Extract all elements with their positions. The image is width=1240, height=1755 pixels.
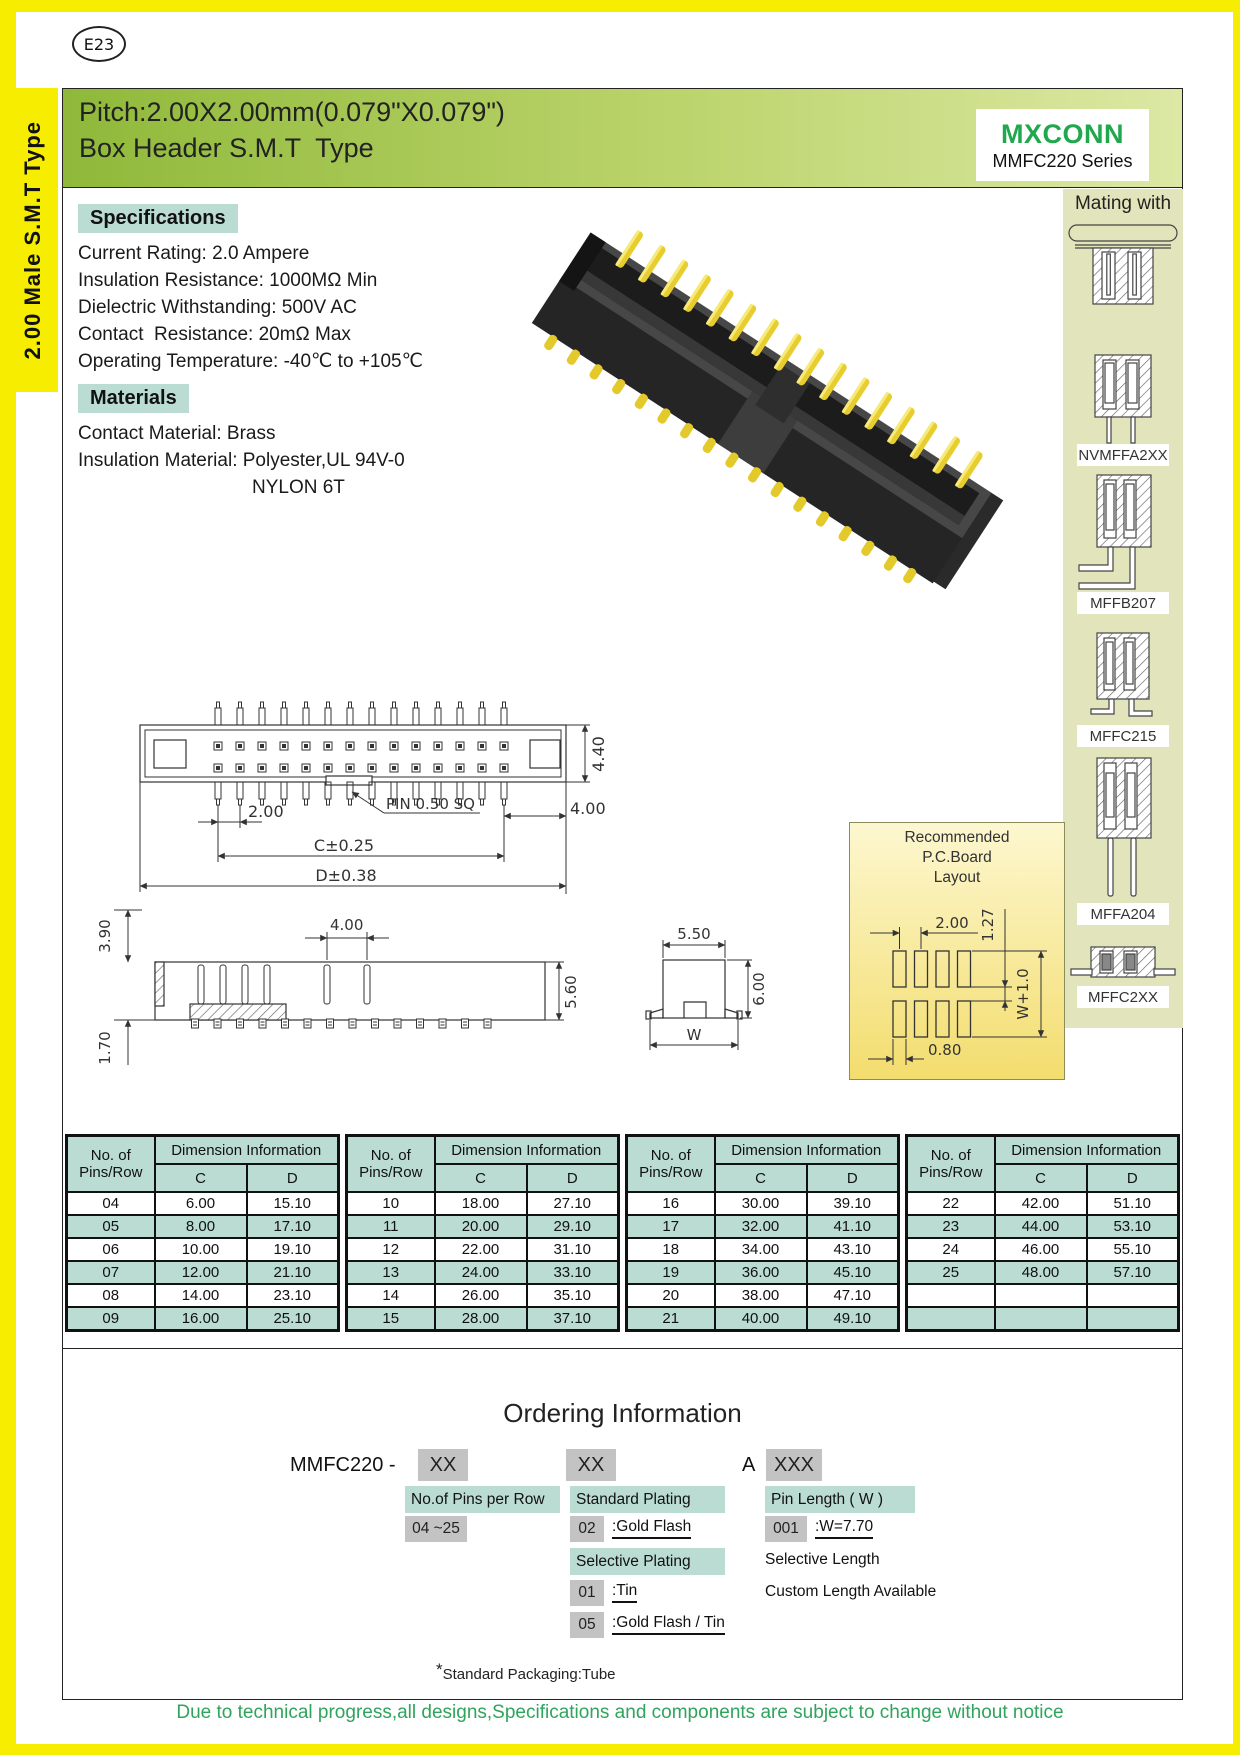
spec-item: Dielectric Withstanding: 500V AC bbox=[78, 297, 357, 318]
pin-length-header: Pin Length ( W ) bbox=[765, 1486, 915, 1513]
pcb-title-line: Layout bbox=[933, 869, 981, 886]
spec-item: Contact Resistance: 20mΩ Max bbox=[78, 324, 351, 345]
dim-label-4-40: 4.40 bbox=[589, 736, 608, 772]
part-code-a: A bbox=[742, 1454, 756, 1476]
col-header-pins: No. of Pins/Row bbox=[627, 1136, 715, 1193]
pins-range-chip: 04 ~25 bbox=[405, 1516, 467, 1542]
page-code-badge: E23 bbox=[72, 26, 126, 62]
mating-sidebar bbox=[1063, 189, 1183, 1028]
dim-label-6-00: 6.00 bbox=[750, 972, 768, 1006]
dimension-table-group-2 bbox=[345, 1134, 620, 1332]
table-row: 19 36.00 45.10 bbox=[627, 1261, 899, 1284]
length-label-w770: :W=7.70 bbox=[815, 1518, 873, 1539]
part-code-box-plating: XX bbox=[566, 1449, 616, 1481]
col-header-dim-info: Dimension Information bbox=[435, 1136, 619, 1165]
table-row: 25 48.00 57.10 bbox=[907, 1261, 1179, 1284]
table-row: 24 46.00 55.10 bbox=[907, 1238, 1179, 1261]
dim-label-4-00: 4.00 bbox=[570, 799, 606, 818]
end-view-drawing bbox=[600, 890, 780, 1075]
materials-list bbox=[78, 420, 405, 501]
mating-part-label: MFFC215 bbox=[1077, 725, 1169, 747]
packaging-text: Standard Packaging:Tube bbox=[442, 1666, 616, 1683]
table-row: 13 24.00 33.10 bbox=[347, 1261, 619, 1284]
mating-part-label: NVMFFA2XX bbox=[1077, 444, 1169, 466]
table-row: 08 14.00 23.10 bbox=[67, 1284, 339, 1307]
part-number-prefix: MMFC220 - bbox=[290, 1454, 396, 1476]
table-row: 23 44.00 53.10 bbox=[907, 1215, 1179, 1238]
dimension-table-group-3 bbox=[625, 1134, 900, 1332]
part-code-box-pins: XX bbox=[418, 1449, 468, 1481]
dim-label-w: W bbox=[686, 1026, 702, 1044]
col-header-dim-info: Dimension Information bbox=[155, 1136, 339, 1165]
header-bar bbox=[62, 88, 1183, 188]
table-row: 18 34.00 43.10 bbox=[627, 1238, 899, 1261]
col-header-d: D bbox=[807, 1164, 899, 1192]
custom-length-note: Custom Length Available bbox=[765, 1583, 937, 1600]
dim-label-pcb-2-00: 2.00 bbox=[935, 914, 969, 932]
dim-label-1-70: 1.70 bbox=[96, 1031, 114, 1065]
mating-part-label: MFFC2XX bbox=[1077, 986, 1169, 1008]
table-row: 04 6.00 15.10 bbox=[67, 1192, 339, 1215]
series-label: MMFC220 Series bbox=[992, 150, 1133, 171]
plating-code-01: 01 bbox=[570, 1580, 604, 1606]
col-header-pins: No. of Pins/Row bbox=[347, 1136, 435, 1193]
dim-label-5-60: 5.60 bbox=[562, 975, 580, 1009]
selective-length-note: Selective Length bbox=[765, 1551, 880, 1568]
packaging-note bbox=[436, 1660, 616, 1683]
side-tab bbox=[8, 88, 58, 392]
selective-plating-header: Selective Plating bbox=[570, 1548, 725, 1575]
col-header-c: C bbox=[995, 1164, 1087, 1192]
dimension-table-group-1 bbox=[65, 1134, 340, 1332]
col-header-c: C bbox=[155, 1164, 247, 1192]
table-row: 07 12.00 21.10 bbox=[67, 1261, 339, 1284]
col-header-c: C bbox=[715, 1164, 807, 1192]
brand-box bbox=[976, 109, 1149, 181]
dim-label-3-90: 3.90 bbox=[96, 919, 114, 953]
material-item: NYLON 6T bbox=[252, 477, 345, 498]
standard-plating-header: Standard Plating bbox=[570, 1486, 725, 1513]
dim-label-5-50: 5.50 bbox=[677, 925, 711, 943]
col-header-pins: No. of Pins/Row bbox=[907, 1136, 995, 1193]
table-row: 20 38.00 47.10 bbox=[627, 1284, 899, 1307]
mating-diagrams bbox=[1063, 217, 1183, 1017]
col-header-dim-info: Dimension Information bbox=[995, 1136, 1179, 1165]
specifications-list bbox=[78, 240, 423, 375]
col-header-dim-info: Dimension Information bbox=[715, 1136, 899, 1165]
part-code-box-length: XXX bbox=[766, 1449, 822, 1481]
dim-label-pcb-w10: W+1.0 bbox=[1014, 968, 1032, 1020]
dim-label-pin-note: PIN 0.50 SQ bbox=[386, 795, 475, 813]
spec-item: Current Rating: 2.0 Ampere bbox=[78, 243, 310, 264]
col-header-d: D bbox=[527, 1164, 619, 1192]
table-row: 15 28.00 37.10 bbox=[347, 1307, 619, 1331]
dim-label-d: D±0.38 bbox=[315, 866, 377, 885]
spec-item: Insulation Resistance: 1000MΩ Min bbox=[78, 270, 378, 291]
frame-bottom bbox=[0, 1744, 1240, 1755]
table-row: 22 42.00 51.10 bbox=[907, 1192, 1179, 1215]
frame-right bbox=[1233, 0, 1240, 1755]
dim-label-2-00: 2.00 bbox=[248, 802, 284, 821]
table-row: 17 32.00 41.10 bbox=[627, 1215, 899, 1238]
pcb-layout-box bbox=[849, 822, 1065, 1080]
table-row bbox=[907, 1307, 1179, 1331]
header-title-line1: Pitch:2.00X2.00mm(0.079"X0.079") bbox=[79, 97, 505, 127]
specifications-heading: Specifications bbox=[78, 204, 238, 233]
plating-code-02: 02 bbox=[570, 1516, 604, 1542]
table-row: 12 22.00 31.10 bbox=[347, 1238, 619, 1261]
mating-part-label: MFFA204 bbox=[1077, 903, 1169, 925]
pcb-layout-drawing bbox=[850, 891, 1064, 1079]
table-row: 21 40.00 49.10 bbox=[627, 1307, 899, 1331]
table-row bbox=[907, 1284, 1179, 1307]
frame-top bbox=[0, 0, 1240, 12]
brand-logo: MXCONN bbox=[1001, 118, 1124, 149]
plating-label-tin: :Tin bbox=[612, 1582, 637, 1603]
packaging-star: * bbox=[436, 1660, 443, 1679]
material-item: Insulation Material: Polyester,UL 94V-0 bbox=[78, 450, 405, 471]
dim-label-pcb-1-27: 1.27 bbox=[979, 908, 997, 942]
dim-label-pcb-0-80: 0.80 bbox=[928, 1041, 962, 1059]
col-header-c: C bbox=[435, 1164, 527, 1192]
mating-part-label: MFFB207 bbox=[1077, 592, 1169, 614]
ordering-title: Ordering Information bbox=[503, 1398, 742, 1428]
col-header-d: D bbox=[1087, 1164, 1179, 1192]
pcb-title-line: P.C.Board bbox=[922, 849, 992, 866]
col-header-pins: No. of Pins/Row bbox=[67, 1136, 155, 1193]
plating-code-05: 05 bbox=[570, 1612, 604, 1638]
pcb-title-line: Recommended bbox=[904, 829, 1010, 846]
table-row: 14 26.00 35.10 bbox=[347, 1284, 619, 1307]
dimension-table-group-4 bbox=[905, 1134, 1180, 1332]
mating-heading: Mating with bbox=[1074, 193, 1172, 214]
side-tab-label: 2.00 Male S.M.T Type bbox=[20, 120, 45, 360]
table-row: 05 8.00 17.10 bbox=[67, 1215, 339, 1238]
material-item: Contact Material: Brass bbox=[78, 423, 276, 444]
plating-label-gold-flash-tin: :Gold Flash / Tin bbox=[612, 1614, 725, 1635]
length-code-001: 001 bbox=[765, 1516, 807, 1542]
header-title-line2: Box Header S.M.T Type bbox=[79, 133, 374, 163]
table-row: 06 10.00 19.10 bbox=[67, 1238, 339, 1261]
side-view-drawing bbox=[70, 880, 590, 1085]
pins-per-row-header: No.of Pins per Row bbox=[405, 1486, 560, 1513]
materials-heading: Materials bbox=[78, 384, 189, 413]
top-view-drawing bbox=[128, 616, 628, 906]
col-header-d: D bbox=[247, 1164, 339, 1192]
table-row: 09 16.00 25.10 bbox=[67, 1307, 339, 1331]
section-divider bbox=[62, 1348, 1183, 1349]
table-row: 10 18.00 27.10 bbox=[347, 1192, 619, 1215]
plating-label-gold-flash: :Gold Flash bbox=[612, 1518, 691, 1539]
dim-label-c: C±0.25 bbox=[313, 836, 375, 855]
table-row: 11 20.00 29.10 bbox=[347, 1215, 619, 1238]
footer-notice: Due to technical progress,all designs,Specifications and components are subject to change without notice bbox=[176, 1702, 1064, 1723]
dim-label-4-00b: 4.00 bbox=[330, 916, 364, 934]
table-row: 16 30.00 39.10 bbox=[627, 1192, 899, 1215]
product-photo bbox=[515, 218, 1025, 598]
spec-item: Operating Temperature: -40℃ to +105℃ bbox=[78, 351, 423, 372]
